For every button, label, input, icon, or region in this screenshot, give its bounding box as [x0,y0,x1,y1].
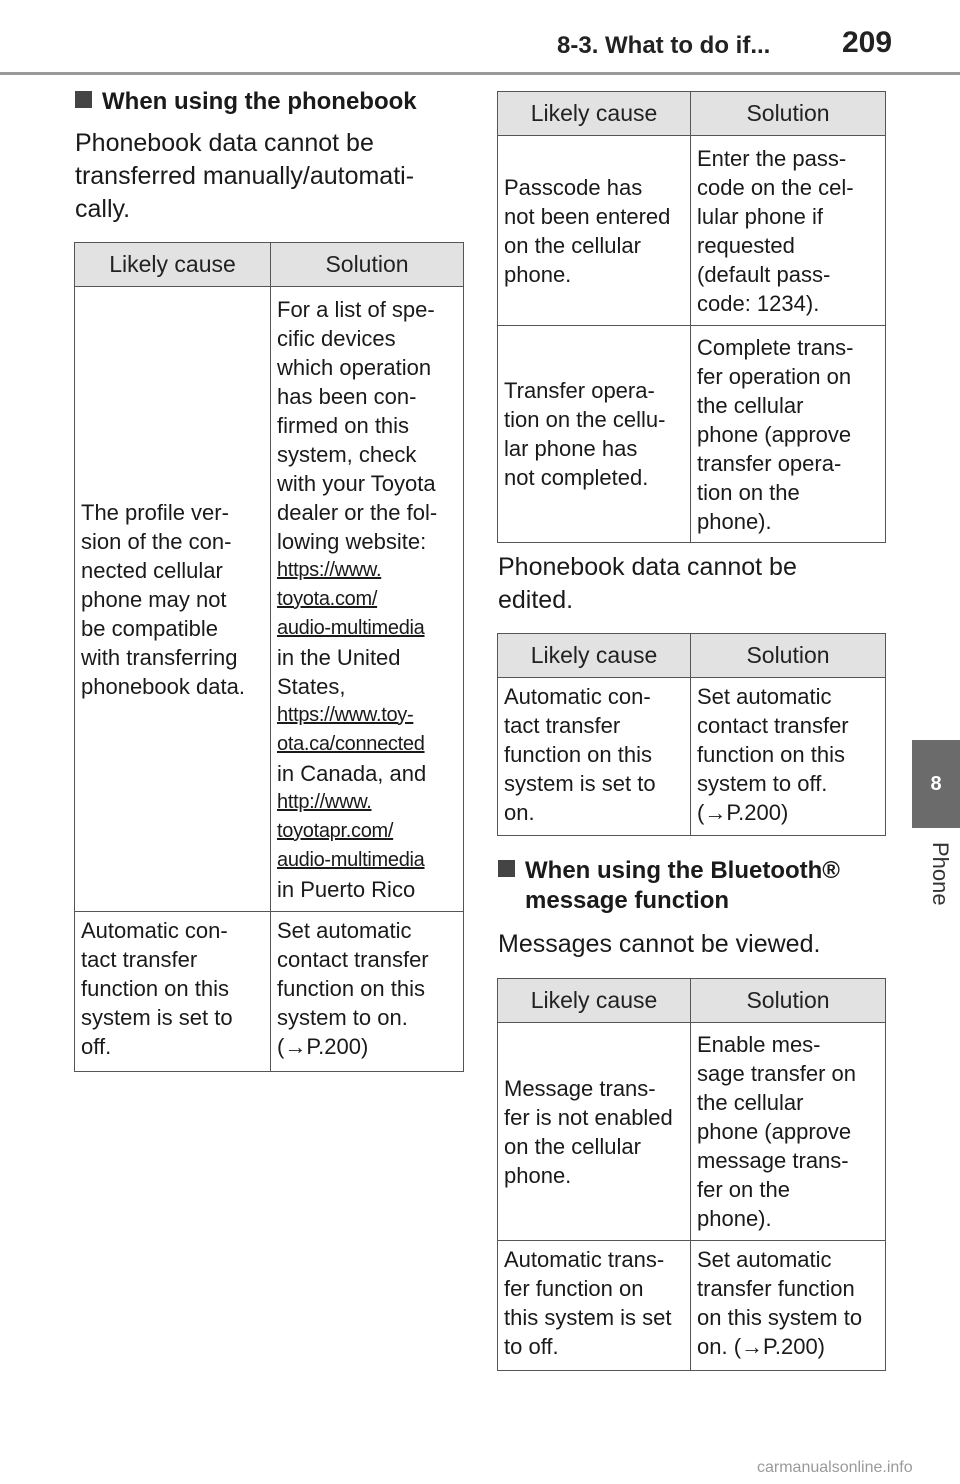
header-likely-cause: Likely cause [498,979,691,1022]
solution-cell [691,326,885,542]
text-line: firmed on this [277,412,410,438]
text-line: not completed. [504,465,649,490]
table-row [498,1023,885,1240]
table-row [75,287,463,911]
text-line: the cellular [697,392,804,418]
text-line: contact transfer [697,713,849,738]
solution-cell [691,678,885,835]
text-line: Passcode has [504,174,643,200]
table-header [498,92,885,136]
text-line: sion of the con- [81,528,232,554]
text-line: cally. [75,195,131,223]
text-line: function on this [81,976,229,1001]
heading-line: When using the Bluetooth® [525,857,840,884]
text-line: has been con- [277,383,417,409]
text-line: transfer function [697,1276,855,1301]
text-line: requested [697,232,795,258]
toyota-ca-link[interactable] [277,701,457,759]
cause-cell [498,1023,691,1240]
text-line: phone (approve [697,421,852,447]
text-line: For a list of spe- [277,296,435,322]
link-line[interactable]: ota.ca/connected [277,732,425,755]
phonebook-transfer-text [75,127,414,226]
page-number: 209 [842,26,893,59]
header-solution: Solution [746,642,830,668]
text-line: on the cellular [504,1133,641,1159]
text-line: edited. [498,586,574,614]
phonebook-heading [75,87,417,117]
text-line: in the United [277,644,401,670]
text-line: nected cellular [81,557,223,583]
text-line: system to off. [697,771,828,796]
link-line[interactable]: toyota.com/ [277,587,378,610]
text-line: lar phone has [504,436,638,461]
text-line: Enter the pass- [697,145,847,171]
text-line: phone). [697,1206,772,1231]
cause-cell [498,1241,691,1370]
text-line: tion on the [697,479,800,505]
text-line: Automatic con- [504,684,651,709]
table-row [498,136,885,325]
text-line: code: 1234). [697,290,820,316]
text-line: system to on. [277,1005,408,1030]
message-function-table [497,978,886,1371]
link-line[interactable]: https://www.toy- [277,703,414,726]
text-line: fer function on [504,1276,644,1301]
text-line: lowing website: [277,528,427,554]
link-line[interactable]: toyotapr.com/ [277,819,394,842]
table-header [498,634,885,678]
header-solution: Solution [746,987,830,1013]
bluetooth-message-heading [498,856,840,916]
chapter-tab[interactable] [912,740,960,828]
solution-cell [691,1023,885,1240]
text-line: with transferring [81,644,238,670]
text-line: in Puerto Rico [277,876,416,902]
phonebook-transfer-table [74,242,464,1072]
text-line: transfer opera- [697,450,842,476]
cause-cell [75,912,271,1071]
text-line: function on this [697,742,845,767]
solution-cell [691,136,885,325]
header-divider [0,72,960,75]
section-title: 8-3. What to do if... [557,32,771,59]
text-line: transferred manually/automati- [75,162,415,190]
text-line: which operation [277,354,432,380]
header-likely-cause: Likely cause [498,634,691,677]
text-line: Phonebook data cannot be [75,129,374,157]
text-line: on this system to [697,1305,863,1330]
text-line: function on this [277,976,425,1001]
messages-text: Messages cannot be viewed. [498,930,821,958]
cause-cell [498,678,691,835]
table-header [498,979,885,1023]
square-bullet-icon [75,91,92,108]
text-line: Automatic trans- [504,1247,665,1272]
link-line[interactable]: audio-multimedia [277,616,425,639]
text-line: system is set to [81,1005,233,1030]
header-solution: Solution [325,251,409,277]
toyota-us-link[interactable] [277,556,457,643]
cause-cell [498,136,691,325]
text-line: code on the cel- [697,174,854,200]
phonebook-edit-text [498,551,797,617]
table-header [75,243,463,287]
text-line: off. [81,1034,112,1059]
text-line: Transfer opera- [504,378,655,403]
text-line: States, [277,673,346,699]
text-line: with your Toyota [277,470,436,496]
text-line: (default pass- [697,261,831,287]
text-line: tact transfer [504,713,621,738]
text-line: this system is set [504,1305,672,1330]
toyota-pr-link[interactable] [277,788,457,875]
passcode-transfer-table [497,91,886,543]
table-row [498,325,885,542]
cause-cell [498,326,691,542]
text-line: tact transfer [81,947,198,972]
text-line: system, check [277,441,417,467]
text-line: phone may not [81,586,227,612]
text-line: sage transfer on [697,1061,856,1086]
header-solution: Solution [746,100,830,126]
watermark: carmanualsonline.info [757,1459,913,1476]
text-line: Enable mes- [697,1032,821,1057]
text-line: on. [504,800,535,825]
heading-line: message function [525,887,730,914]
solution-cell [271,912,463,1071]
text-line: Set automatic [277,918,412,943]
text-line: Set automatic [697,1247,832,1272]
text-line: phone (approve [697,1119,852,1144]
page-reference: (→P.200) [697,800,789,825]
text-line: fer is not enabled [504,1104,673,1130]
text-line: not been entered [504,203,671,229]
header-likely-cause: Likely cause [75,243,271,286]
text-line: system is set to [504,771,656,796]
text-line: be compatible [81,615,218,641]
text-line: Automatic con- [81,918,228,943]
text-line: Complete trans- [697,334,854,360]
text-line: phonebook data. [81,673,245,699]
text-line: the cellular [697,1090,804,1115]
text-line: in Canada, and [277,760,427,786]
text-line: lular phone if [697,203,823,229]
chapter-number: 8 [930,772,942,795]
text-line: phone. [504,1162,572,1188]
text-line: fer operation on [697,363,852,389]
link-line[interactable]: audio-multimedia [277,848,425,871]
page-reference: (→P.200) [277,1034,369,1059]
header-likely-cause: Likely cause [498,92,691,135]
text-line: function on this [504,742,652,767]
text-line: phone). [697,508,772,534]
text-line: dealer or the fol- [277,499,438,525]
cause-cell [75,287,271,911]
text-line: The profile ver- [81,499,229,525]
text-line: Set automatic [697,684,832,709]
text-line: Phonebook data cannot be [498,553,797,581]
text-line: cific devices [277,325,396,351]
text-line: contact transfer [277,947,429,972]
text-line: Message trans- [504,1075,656,1101]
table-row [75,911,463,1071]
text-line: to off. [504,1334,559,1359]
link-line[interactable]: https://www. [277,558,382,581]
square-bullet-icon [498,860,515,877]
table-row [498,1240,885,1370]
solution-cell [691,1241,885,1370]
text-line: tion on the cellu- [504,407,666,432]
page-reference: on. (→P.200) [697,1334,826,1359]
text-line: message trans- [697,1148,849,1173]
text-line: on the cellular [504,232,641,258]
link-line[interactable]: http://www. [277,790,372,813]
phonebook-edit-table [497,633,886,836]
table-row [498,678,885,835]
solution-cell [271,287,463,911]
phonebook-heading-text: When using the phonebook [102,88,417,115]
text-line: phone. [504,261,572,287]
chapter-label: Phone [928,842,953,906]
text-line: fer on the [697,1177,790,1202]
